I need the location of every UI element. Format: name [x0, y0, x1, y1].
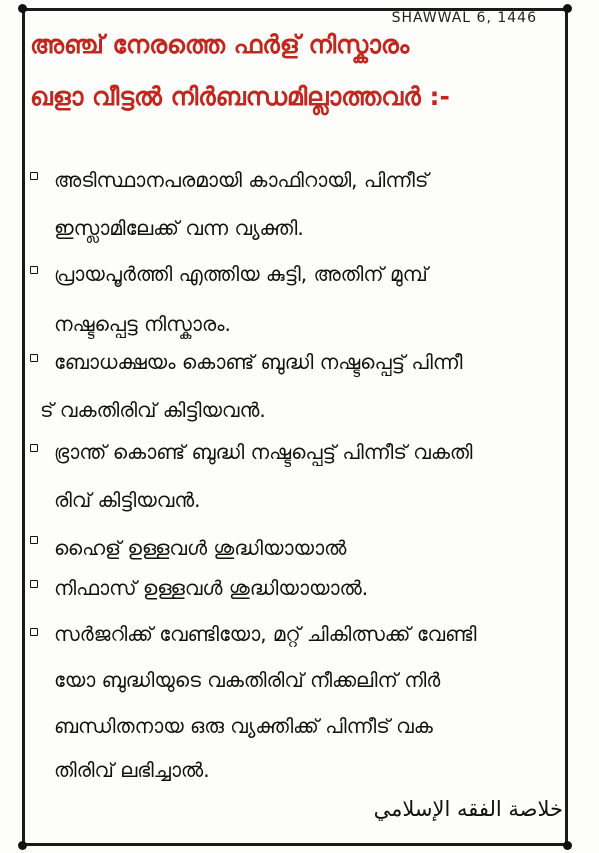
item-text-line: ഹൈള് ഉള്ളവൾ ശുദ്ധിയായാൽ	[54, 536, 347, 560]
item-text-line: ബന്ധിതനായ ഒരു വ്യക്തിക്ക് പിന്നീട് വക	[54, 714, 433, 738]
bullet-icon	[30, 628, 38, 636]
item-text-line: ഭ്രാന്ത് കൊണ്ട് ബുദ്ധി നഷ്ടപ്പെട്ട് പിന്നീട് വകതി	[54, 440, 473, 464]
corner-dot	[18, 841, 27, 850]
item-text-line: അടിസ്ഥാനപരമായി കാഫിറായി, പിന്നീട്	[54, 168, 429, 192]
bullet-icon	[30, 354, 38, 362]
bullet-icon	[30, 536, 38, 544]
item-text-line: സർജറിക്ക് വേണ്ടിയോ, മറ്റ് ചികിത്സക്ക് വേണ്ടി	[54, 622, 477, 646]
corner-dot	[563, 4, 572, 13]
source-reference: خلاصة الفقه الإسلامي	[373, 797, 563, 821]
item-text-line: ഇസ്ലാമിലേക്ക് വന്ന വ്യക്തി.	[54, 216, 304, 240]
title-line-1: അഞ്ച് നേരത്തെ ഫർള് നിസ്കാരം	[30, 30, 410, 59]
bullet-icon	[30, 444, 38, 452]
bullet-icon	[30, 266, 38, 274]
corner-dot	[18, 4, 27, 13]
title-line-2: ഖളാ വീട്ടൽ നിർബന്ധമില്ലാത്തവർ :-	[30, 82, 450, 111]
bullet-icon	[30, 580, 38, 588]
item-text-line: നഷ്ടപ്പെട്ട നിസ്കാരം.	[54, 312, 231, 336]
item-text-line: രിവ് കിട്ടിയവൻ.	[54, 488, 201, 512]
bullet-icon	[30, 172, 38, 180]
item-text-line: ബോധക്ഷയം കൊണ്ട് ബുദ്ധി നഷ്ടപ്പെട്ട് പിന്നീ	[54, 350, 463, 374]
corner-dot	[563, 841, 572, 850]
item-text-line: യോ ബുദ്ധിയുടെ വകതിരിവ് നീക്കലിന് നിർ	[54, 668, 441, 692]
item-text-line: ട് വകതിരിവ് കിട്ടിയവൻ.	[40, 398, 266, 422]
item-text-line: പ്രായപൂർത്തി എത്തിയ കുട്ടി, അതിന് മുമ്പ്	[54, 262, 428, 286]
date-label: SHAWWAL 6, 1446	[391, 10, 537, 26]
item-text-line: നിഫാസ് ഉള്ളവൾ ശുദ്ധിയായാൽ.	[54, 576, 369, 600]
item-text-line: തിരിവ് ലഭിച്ചാൽ.	[54, 758, 210, 782]
